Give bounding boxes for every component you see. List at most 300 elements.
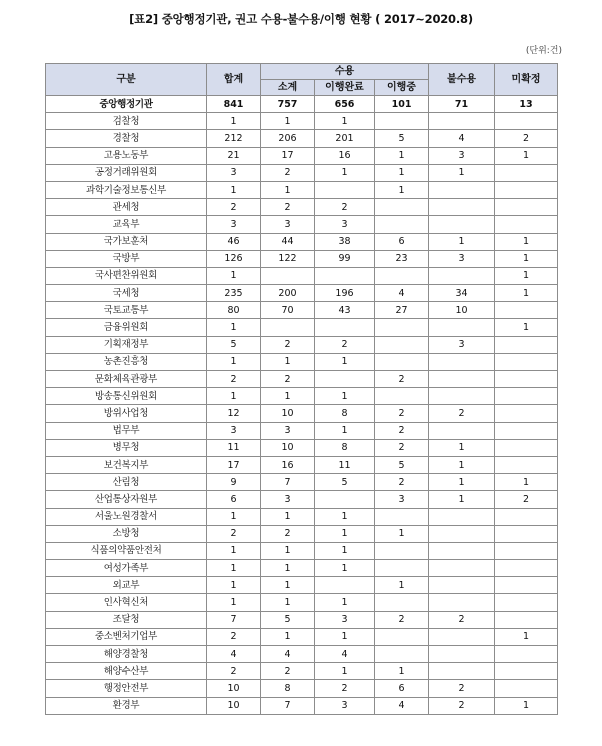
cell-name: 고용노동부	[46, 147, 207, 164]
table-row	[46, 646, 558, 663]
cell-subtotal: 1	[261, 388, 315, 405]
cell-total: 10	[207, 697, 261, 714]
table-row-total	[46, 96, 558, 113]
cell-reject	[429, 542, 495, 559]
cell-undecided	[495, 405, 558, 422]
cell-subtotal: 16	[261, 456, 315, 473]
unit-label: (단위:건)	[525, 46, 562, 56]
cell-subtotal: 1	[261, 181, 315, 198]
cell-total: 1	[207, 181, 261, 198]
cell-done: 1	[315, 508, 375, 525]
cell-subtotal: 1	[261, 560, 315, 577]
cell-done	[315, 319, 375, 336]
cell-name: 검찰청	[46, 113, 207, 130]
cell-name: 법무부	[46, 422, 207, 439]
cell-done: 11	[315, 456, 375, 473]
table-row	[46, 560, 558, 577]
cell-name: 국세청	[46, 285, 207, 302]
cell-done: 5	[315, 474, 375, 491]
cell-name: 방위사업청	[46, 405, 207, 422]
cell-subtotal: 4	[261, 646, 315, 663]
cell-reject: 1	[429, 474, 495, 491]
cell-ongoing: 5	[375, 456, 429, 473]
cell-subtotal: 757	[261, 96, 315, 113]
cell-ongoing	[375, 560, 429, 577]
cell-reject: 3	[429, 147, 495, 164]
cell-name: 조달청	[46, 611, 207, 628]
cell-reject: 10	[429, 302, 495, 319]
table-row	[46, 663, 558, 680]
cell-undecided	[495, 611, 558, 628]
cell-name: 국가보훈처	[46, 233, 207, 250]
cell-reject	[429, 199, 495, 216]
cell-name: 보건복지부	[46, 456, 207, 473]
cell-name: 외교부	[46, 577, 207, 594]
cell-undecided: 2	[495, 130, 558, 147]
cell-done: 1	[315, 422, 375, 439]
table-row	[46, 216, 558, 233]
table-row	[46, 422, 558, 439]
cell-total: 6	[207, 491, 261, 508]
cell-undecided	[495, 508, 558, 525]
cell-ongoing: 1	[375, 181, 429, 198]
cell-name: 환경부	[46, 697, 207, 714]
cell-ongoing	[375, 267, 429, 284]
cell-total: 5	[207, 336, 261, 353]
cell-name: 소방청	[46, 525, 207, 542]
cell-done: 656	[315, 96, 375, 113]
cell-total: 7	[207, 611, 261, 628]
cell-total: 1	[207, 594, 261, 611]
cell-name: 방송통신위원회	[46, 388, 207, 405]
cell-subtotal: 3	[261, 491, 315, 508]
cell-subtotal: 1	[261, 594, 315, 611]
header-accept: 수용	[261, 64, 429, 80]
table-row	[46, 525, 558, 542]
table-row	[46, 405, 558, 422]
header-undecided: 미확정	[495, 64, 558, 96]
cell-done: 8	[315, 439, 375, 456]
cell-ongoing	[375, 216, 429, 233]
header-ongoing: 이행중	[375, 80, 429, 96]
table-row	[46, 508, 558, 525]
cell-reject: 2	[429, 611, 495, 628]
table-row	[46, 130, 558, 147]
cell-subtotal: 200	[261, 285, 315, 302]
cell-ongoing: 2	[375, 422, 429, 439]
cell-done: 99	[315, 250, 375, 267]
cell-subtotal: 1	[261, 353, 315, 370]
cell-subtotal: 2	[261, 199, 315, 216]
cell-subtotal	[261, 267, 315, 284]
cell-reject	[429, 508, 495, 525]
cell-name: 경찰청	[46, 130, 207, 147]
cell-ongoing: 4	[375, 285, 429, 302]
cell-reject: 1	[429, 233, 495, 250]
cell-subtotal: 7	[261, 474, 315, 491]
cell-reject: 1	[429, 439, 495, 456]
table-body	[46, 96, 558, 715]
cell-total: 11	[207, 439, 261, 456]
cell-subtotal: 1	[261, 113, 315, 130]
cell-subtotal: 17	[261, 147, 315, 164]
cell-ongoing	[375, 646, 429, 663]
cell-ongoing: 1	[375, 147, 429, 164]
cell-name: 산림청	[46, 474, 207, 491]
cell-reject: 2	[429, 405, 495, 422]
cell-done	[315, 371, 375, 388]
table-row	[46, 285, 558, 302]
header-total: 합계	[207, 64, 261, 96]
cell-reject	[429, 113, 495, 130]
cell-name: 관세청	[46, 199, 207, 216]
cell-ongoing: 23	[375, 250, 429, 267]
cell-reject	[429, 319, 495, 336]
cell-reject: 3	[429, 250, 495, 267]
cell-total: 1	[207, 577, 261, 594]
cell-subtotal: 7	[261, 697, 315, 714]
cell-total: 4	[207, 646, 261, 663]
cell-reject: 34	[429, 285, 495, 302]
cell-undecided: 1	[495, 233, 558, 250]
cell-done	[315, 181, 375, 198]
cell-ongoing	[375, 388, 429, 405]
cell-undecided	[495, 388, 558, 405]
table-row	[46, 113, 558, 130]
table-row	[46, 439, 558, 456]
cell-done: 1	[315, 628, 375, 645]
cell-ongoing: 2	[375, 611, 429, 628]
cell-undecided: 1	[495, 250, 558, 267]
cell-total: 3	[207, 164, 261, 181]
table-row	[46, 199, 558, 216]
cell-undecided	[495, 422, 558, 439]
cell-done: 196	[315, 285, 375, 302]
cell-done: 43	[315, 302, 375, 319]
cell-subtotal: 2	[261, 371, 315, 388]
cell-total: 1	[207, 113, 261, 130]
cell-name: 공정거래위원회	[46, 164, 207, 181]
cell-ongoing: 3	[375, 491, 429, 508]
cell-subtotal: 70	[261, 302, 315, 319]
header-category: 구분	[46, 64, 207, 96]
cell-ongoing	[375, 353, 429, 370]
cell-undecided: 1	[495, 267, 558, 284]
cell-done: 8	[315, 405, 375, 422]
cell-reject: 3	[429, 336, 495, 353]
cell-total: 126	[207, 250, 261, 267]
cell-reject	[429, 594, 495, 611]
cell-undecided	[495, 164, 558, 181]
cell-subtotal: 10	[261, 405, 315, 422]
cell-reject	[429, 371, 495, 388]
cell-ongoing	[375, 508, 429, 525]
cell-subtotal: 2	[261, 164, 315, 181]
cell-total: 80	[207, 302, 261, 319]
cell-undecided	[495, 577, 558, 594]
cell-done: 1	[315, 353, 375, 370]
cell-ongoing: 1	[375, 663, 429, 680]
cell-name: 해양수산부	[46, 663, 207, 680]
cell-undecided	[495, 542, 558, 559]
cell-subtotal: 10	[261, 439, 315, 456]
cell-subtotal: 122	[261, 250, 315, 267]
header-done: 이행완료	[315, 80, 375, 96]
header-subtotal: 소계	[261, 80, 315, 96]
cell-ongoing	[375, 199, 429, 216]
cell-ongoing: 5	[375, 130, 429, 147]
cell-ongoing: 101	[375, 96, 429, 113]
cell-ongoing: 1	[375, 577, 429, 594]
cell-undecided: 1	[495, 697, 558, 714]
cell-total: 17	[207, 456, 261, 473]
cell-name: 서울노원경찰서	[46, 508, 207, 525]
cell-total: 1	[207, 267, 261, 284]
cell-name: 교육부	[46, 216, 207, 233]
table-row	[46, 697, 558, 714]
table-row	[46, 181, 558, 198]
cell-total: 235	[207, 285, 261, 302]
cell-done: 3	[315, 611, 375, 628]
cell-subtotal: 206	[261, 130, 315, 147]
cell-total: 46	[207, 233, 261, 250]
cell-done: 3	[315, 216, 375, 233]
cell-done: 1	[315, 560, 375, 577]
cell-subtotal: 8	[261, 680, 315, 697]
table-row	[46, 319, 558, 336]
cell-subtotal: 2	[261, 663, 315, 680]
cell-ongoing	[375, 594, 429, 611]
cell-total: 1	[207, 353, 261, 370]
table-row	[46, 371, 558, 388]
cell-undecided: 1	[495, 285, 558, 302]
cell-reject	[429, 353, 495, 370]
table-row	[46, 594, 558, 611]
cell-ongoing	[375, 542, 429, 559]
table-row	[46, 491, 558, 508]
cell-subtotal: 44	[261, 233, 315, 250]
cell-ongoing: 2	[375, 405, 429, 422]
cell-name: 여성가족부	[46, 560, 207, 577]
cell-reject	[429, 388, 495, 405]
cell-done: 1	[315, 388, 375, 405]
cell-reject	[429, 525, 495, 542]
cell-total: 3	[207, 422, 261, 439]
table-title: [표2] 중앙행정기관, 권고 수용-불수용/이행 현황 ( 2017~2020.8)	[129, 12, 473, 26]
cell-name: 산업통상자원부	[46, 491, 207, 508]
cell-ongoing: 1	[375, 164, 429, 181]
cell-undecided	[495, 560, 558, 577]
cell-name: 국토교통부	[46, 302, 207, 319]
cell-total: 1	[207, 542, 261, 559]
table-row	[46, 336, 558, 353]
cell-total: 3	[207, 216, 261, 233]
cell-undecided: 13	[495, 96, 558, 113]
cell-reject: 4	[429, 130, 495, 147]
cell-name: 금융위원회	[46, 319, 207, 336]
cell-reject	[429, 577, 495, 594]
cell-undecided	[495, 456, 558, 473]
table-row	[46, 628, 558, 645]
cell-undecided: 1	[495, 628, 558, 645]
cell-ongoing: 2	[375, 439, 429, 456]
cell-done: 2	[315, 336, 375, 353]
cell-reject	[429, 267, 495, 284]
cell-done: 38	[315, 233, 375, 250]
cell-total: 12	[207, 405, 261, 422]
cell-reject	[429, 628, 495, 645]
table-header	[46, 64, 558, 96]
cell-subtotal: 5	[261, 611, 315, 628]
cell-ongoing: 6	[375, 233, 429, 250]
table-row	[46, 474, 558, 491]
cell-reject: 2	[429, 697, 495, 714]
cell-undecided	[495, 353, 558, 370]
cell-subtotal: 1	[261, 577, 315, 594]
cell-undecided: 1	[495, 474, 558, 491]
cell-reject	[429, 646, 495, 663]
cell-done: 201	[315, 130, 375, 147]
table-row	[46, 542, 558, 559]
cell-undecided	[495, 646, 558, 663]
cell-done: 1	[315, 164, 375, 181]
cell-undecided: 1	[495, 319, 558, 336]
cell-total: 9	[207, 474, 261, 491]
cell-done: 16	[315, 147, 375, 164]
cell-ongoing	[375, 628, 429, 645]
cell-ongoing: 1	[375, 525, 429, 542]
cell-undecided	[495, 371, 558, 388]
cell-done: 2	[315, 199, 375, 216]
cell-total: 1	[207, 508, 261, 525]
cell-undecided	[495, 525, 558, 542]
header-reject: 불수용	[429, 64, 495, 96]
cell-total: 2	[207, 628, 261, 645]
cell-ongoing	[375, 113, 429, 130]
cell-total: 2	[207, 199, 261, 216]
cell-subtotal: 3	[261, 216, 315, 233]
cell-name: 병무청	[46, 439, 207, 456]
cell-reject: 1	[429, 456, 495, 473]
cell-undecided	[495, 336, 558, 353]
cell-total: 2	[207, 663, 261, 680]
table-row	[46, 267, 558, 284]
cell-name: 식품의약품안전처	[46, 542, 207, 559]
cell-ongoing: 4	[375, 697, 429, 714]
cell-undecided: 1	[495, 147, 558, 164]
cell-reject	[429, 181, 495, 198]
cell-name: 해양경찰청	[46, 646, 207, 663]
cell-ongoing: 6	[375, 680, 429, 697]
cell-undecided	[495, 199, 558, 216]
cell-total: 21	[207, 147, 261, 164]
cell-name: 국사편찬위원회	[46, 267, 207, 284]
cell-total: 841	[207, 96, 261, 113]
cell-undecided	[495, 663, 558, 680]
cell-ongoing: 2	[375, 371, 429, 388]
cell-ongoing: 2	[375, 474, 429, 491]
cell-subtotal: 1	[261, 628, 315, 645]
cell-subtotal: 1	[261, 542, 315, 559]
cell-undecided	[495, 594, 558, 611]
cell-name: 기획재정부	[46, 336, 207, 353]
cell-reject: 1	[429, 491, 495, 508]
cell-undecided	[495, 302, 558, 319]
table-row	[46, 164, 558, 181]
table-row	[46, 611, 558, 628]
cell-undecided: 2	[495, 491, 558, 508]
table-row	[46, 680, 558, 697]
cell-ongoing	[375, 336, 429, 353]
cell-total: 212	[207, 130, 261, 147]
cell-subtotal: 2	[261, 336, 315, 353]
cell-undecided	[495, 439, 558, 456]
cell-reject	[429, 216, 495, 233]
cell-undecided	[495, 680, 558, 697]
cell-undecided	[495, 181, 558, 198]
cell-subtotal: 1	[261, 508, 315, 525]
cell-reject	[429, 663, 495, 680]
cell-done: 1	[315, 663, 375, 680]
cell-reject: 2	[429, 680, 495, 697]
cell-subtotal	[261, 319, 315, 336]
cell-reject	[429, 560, 495, 577]
cell-done: 1	[315, 525, 375, 542]
table-row	[46, 577, 558, 594]
table-row	[46, 250, 558, 267]
cell-ongoing: 27	[375, 302, 429, 319]
table-row	[46, 456, 558, 473]
cell-name: 중소벤처기업부	[46, 628, 207, 645]
cell-total: 10	[207, 680, 261, 697]
table-row	[46, 233, 558, 250]
cell-total: 1	[207, 319, 261, 336]
cell-name: 과학기술정보통신부	[46, 181, 207, 198]
cell-total: 1	[207, 560, 261, 577]
cell-done	[315, 491, 375, 508]
cell-total: 1	[207, 388, 261, 405]
cell-ongoing	[375, 319, 429, 336]
cell-subtotal: 3	[261, 422, 315, 439]
cell-subtotal: 2	[261, 525, 315, 542]
cell-name: 국방부	[46, 250, 207, 267]
cell-done: 2	[315, 680, 375, 697]
cell-reject: 1	[429, 164, 495, 181]
status-table	[45, 63, 558, 715]
cell-done: 4	[315, 646, 375, 663]
cell-done: 1	[315, 542, 375, 559]
table-row	[46, 353, 558, 370]
table-row	[46, 388, 558, 405]
table-row	[46, 147, 558, 164]
cell-done: 1	[315, 594, 375, 611]
cell-total: 2	[207, 371, 261, 388]
cell-done	[315, 577, 375, 594]
cell-reject	[429, 422, 495, 439]
cell-name: 문화체육관광부	[46, 371, 207, 388]
cell-reject: 71	[429, 96, 495, 113]
cell-name: 중앙행정기관	[46, 96, 207, 113]
table-row	[46, 302, 558, 319]
cell-undecided	[495, 113, 558, 130]
cell-done: 3	[315, 697, 375, 714]
cell-undecided	[495, 216, 558, 233]
cell-total: 2	[207, 525, 261, 542]
cell-name: 인사혁신처	[46, 594, 207, 611]
cell-name: 행정안전부	[46, 680, 207, 697]
cell-done	[315, 267, 375, 284]
cell-done: 1	[315, 113, 375, 130]
